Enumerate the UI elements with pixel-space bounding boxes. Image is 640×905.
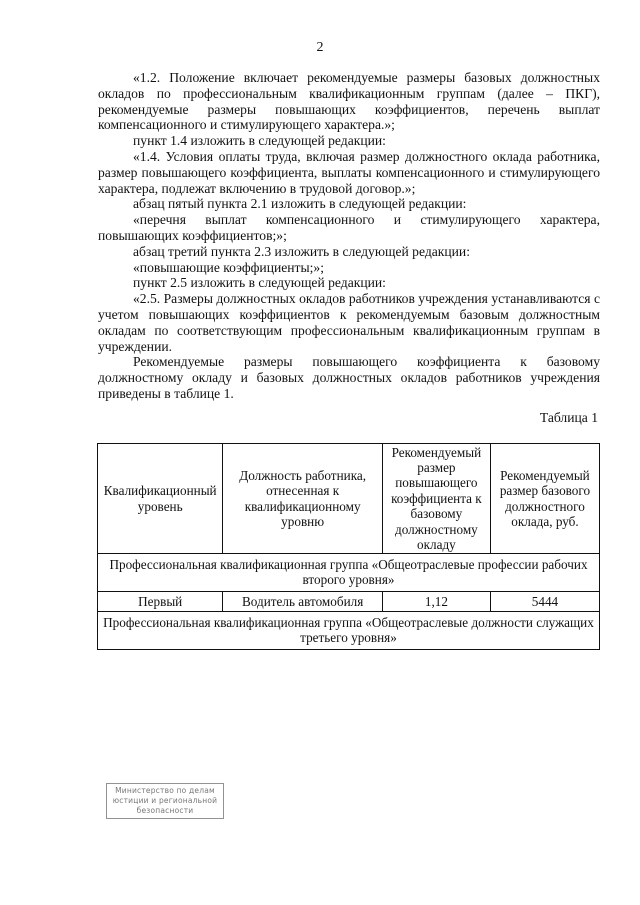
paragraph: пункт 1.4 изложить в следующей редакции:: [133, 133, 386, 149]
cell-position: Водитель автомобиля: [223, 591, 382, 611]
cell-coefficient: 1,12: [382, 591, 490, 611]
table-row: [98, 591, 600, 611]
paragraph: Рекомендуемые размеры повышающего коэффициента к базовому должностному окладу и базовых должностных окладов работников учреждения приведены в таблице 1.: [98, 354, 600, 401]
paragraph: «1.2. Положение включает рекомендуемые размеры базовых должностных окладов по профессиональным квалификационным группам (далее – ПКГ), рекомендуемые размеры повышающих коэффициентов, перечень выплат компенсационного и стимулирующего характера.»;: [98, 70, 600, 133]
paragraph: «перечня выплат компенсационного и стимулирующего характера, повышающих коэффициентов;»;: [98, 212, 600, 243]
page-number: 2: [316, 40, 324, 55]
paragraph: абзац пятый пункта 2.1 изложить в следующей редакции:: [133, 196, 467, 212]
registration-stamp: Министерство по делам юстиции и региональной безопасности: [106, 783, 224, 819]
header-qualification-level: Квалификационный уровень: [98, 444, 223, 554]
paragraph: абзац третий пункта 2.3 изложить в следующей редакции:: [133, 243, 470, 259]
table-group-row: [98, 554, 600, 592]
paragraph: «2.5. Размеры должностных окладов работников учреждения устанавливаются с учетом повышающих коэффициентов к рекомендуемым базовым должностным окладам по соответствующим профессиональным квалификационным группам в учреждении.: [98, 291, 600, 354]
table-caption: Таблица 1: [539, 410, 598, 425]
cell-salary: 5444: [490, 591, 599, 611]
group-title: Профессиональная квалификационная группа «Общеотраслевые должности служащих третьего уровня»: [98, 611, 600, 649]
header-position: Должность работника, отнесенная к квалификационному уровню: [223, 444, 382, 554]
cell-level: Первый: [98, 591, 223, 611]
header-base-salary: Рекомендуемый размер базового должностного оклада, руб.: [490, 444, 599, 554]
header-coefficient: Рекомендуемый размер повышающего коэффициента к базовому должностному окладу: [382, 444, 490, 554]
table-header-row: [98, 444, 600, 554]
table-group-row: [98, 611, 600, 649]
salary-table: [97, 443, 600, 650]
group-title: Профессиональная квалификационная группа «Общеотраслевые профессии рабочих второго уровня»: [98, 554, 600, 592]
paragraph: пункт 2.5 изложить в следующей редакции:: [133, 275, 386, 291]
body-text: [98, 70, 600, 402]
paragraph: «повышающие коэффициенты;»;: [133, 259, 324, 275]
paragraph: «1.4. Условия оплаты труда, включая размер должностного оклада работника, размер повышающего коэффициента, выплаты компенсационного и стимулирующего характера, подлежат включению в трудовой договор.»;: [98, 148, 600, 196]
